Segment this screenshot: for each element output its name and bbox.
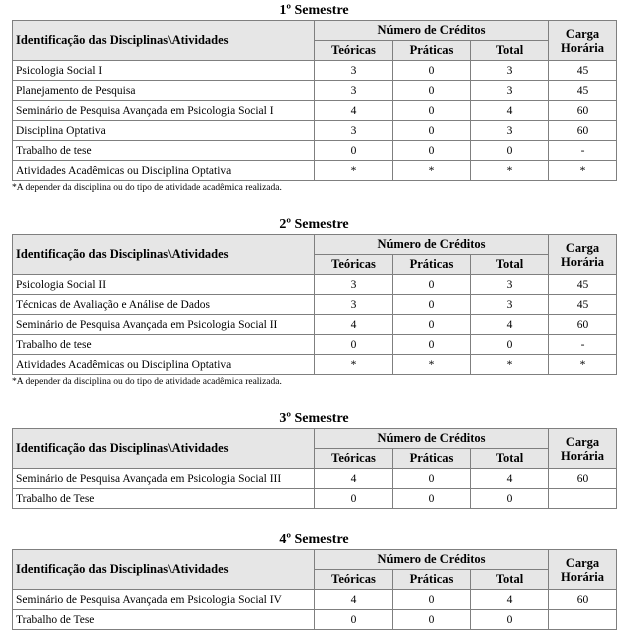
theoretical-header: Teóricas bbox=[315, 41, 393, 61]
semester-title: 3º Semestre bbox=[279, 411, 349, 426]
practical-cell: 0 bbox=[393, 489, 471, 509]
semester-block bbox=[12, 216, 616, 389]
theoretical-header: Teóricas bbox=[315, 255, 393, 275]
carga-cell bbox=[549, 610, 617, 630]
practical-cell: 0 bbox=[393, 295, 471, 315]
theoretical-cell: 0 bbox=[315, 141, 393, 161]
credits-table bbox=[12, 234, 617, 375]
discipline-cell: Atividades Acadêmicas ou Disciplina Optativa bbox=[13, 355, 315, 375]
practical-header: Práticas bbox=[393, 570, 471, 590]
practical-cell: 0 bbox=[393, 101, 471, 121]
table-row bbox=[13, 489, 617, 509]
total-cell: 0 bbox=[471, 489, 549, 509]
horaria-label: Horária bbox=[560, 254, 605, 269]
table-row bbox=[13, 61, 617, 81]
table-row bbox=[13, 315, 617, 335]
practical-cell: 0 bbox=[393, 81, 471, 101]
semester-title: 1º Semestre bbox=[279, 3, 349, 18]
table-row bbox=[13, 355, 617, 375]
table-row bbox=[13, 141, 617, 161]
total-cell: 4 bbox=[471, 590, 549, 610]
table-row bbox=[13, 335, 617, 355]
footnote: *A depender da disciplina ou do tipo de atividade acadêmica realizada. bbox=[12, 183, 282, 193]
practical-cell: 0 bbox=[393, 61, 471, 81]
discipline-header: Identificação das Disciplinas\Atividades bbox=[13, 429, 315, 469]
credits-table bbox=[12, 20, 617, 181]
theoretical-header: Teóricas bbox=[315, 449, 393, 469]
discipline-cell: Seminário de Pesquisa Avançada em Psicologia Social III bbox=[13, 469, 315, 489]
carga-label: Carga bbox=[565, 240, 600, 255]
practical-cell: 0 bbox=[393, 590, 471, 610]
practical-cell: 0 bbox=[393, 610, 471, 630]
table-row bbox=[13, 590, 617, 610]
table-row bbox=[13, 81, 617, 101]
total-cell: 4 bbox=[471, 469, 549, 489]
semester-block bbox=[12, 410, 616, 509]
table-row bbox=[13, 121, 617, 141]
discipline-cell: Trabalho de tese bbox=[13, 335, 315, 355]
credits-header: Número de Créditos bbox=[315, 235, 549, 255]
theoretical-cell: 4 bbox=[315, 101, 393, 121]
discipline-cell: Trabalho de Tese bbox=[13, 489, 315, 509]
total-cell: 3 bbox=[471, 121, 549, 141]
total-header: Total bbox=[471, 570, 549, 590]
discipline-cell: Seminário de Pesquisa Avançada em Psicologia Social II bbox=[13, 315, 315, 335]
theoretical-cell: * bbox=[315, 355, 393, 375]
carga-label: Carga bbox=[565, 555, 600, 570]
table-row bbox=[13, 161, 617, 181]
horaria-label: Horária bbox=[560, 40, 605, 55]
practical-cell: 0 bbox=[393, 469, 471, 489]
discipline-cell: Psicologia Social I bbox=[13, 61, 315, 81]
carga-horaria-header bbox=[549, 550, 617, 590]
total-cell: * bbox=[471, 355, 549, 375]
credits-table bbox=[12, 428, 617, 509]
total-cell: 3 bbox=[471, 295, 549, 315]
table-row bbox=[13, 101, 617, 121]
theoretical-cell: 3 bbox=[315, 275, 393, 295]
total-cell: 3 bbox=[471, 81, 549, 101]
credits-header: Número de Créditos bbox=[315, 21, 549, 41]
total-header: Total bbox=[471, 449, 549, 469]
carga-cell: - bbox=[549, 141, 617, 161]
theoretical-cell: 4 bbox=[315, 469, 393, 489]
credits-table bbox=[12, 549, 617, 630]
discipline-header: Identificação das Disciplinas\Atividades bbox=[13, 550, 315, 590]
carga-label: Carga bbox=[565, 26, 600, 41]
carga-cell: 60 bbox=[549, 315, 617, 335]
total-cell: 3 bbox=[471, 61, 549, 81]
carga-cell: 45 bbox=[549, 61, 617, 81]
total-cell: 3 bbox=[471, 275, 549, 295]
credits-header: Número de Créditos bbox=[315, 429, 549, 449]
discipline-header: Identificação das Disciplinas\Atividades bbox=[13, 235, 315, 275]
carga-cell bbox=[549, 489, 617, 509]
carga-cell: * bbox=[549, 355, 617, 375]
practical-cell: 0 bbox=[393, 335, 471, 355]
practical-cell: * bbox=[393, 355, 471, 375]
total-cell: 0 bbox=[471, 335, 549, 355]
credits-header: Número de Créditos bbox=[315, 550, 549, 570]
carga-cell: 45 bbox=[549, 81, 617, 101]
carga-cell: 60 bbox=[549, 101, 617, 121]
carga-cell: 60 bbox=[549, 121, 617, 141]
theoretical-header: Teóricas bbox=[315, 570, 393, 590]
footnote: *A depender da disciplina ou do tipo de atividade acadêmica realizada. bbox=[12, 377, 282, 387]
total-cell: * bbox=[471, 161, 549, 181]
theoretical-cell: 3 bbox=[315, 81, 393, 101]
theoretical-cell: 3 bbox=[315, 61, 393, 81]
table-row bbox=[13, 610, 617, 630]
carga-cell: 60 bbox=[549, 590, 617, 610]
total-cell: 4 bbox=[471, 315, 549, 335]
practical-cell: 0 bbox=[393, 275, 471, 295]
total-header: Total bbox=[471, 41, 549, 61]
total-cell: 4 bbox=[471, 101, 549, 121]
carga-label: Carga bbox=[565, 434, 600, 449]
theoretical-cell: * bbox=[315, 161, 393, 181]
discipline-cell: Atividades Acadêmicas ou Disciplina Optativa bbox=[13, 161, 315, 181]
carga-cell: 45 bbox=[549, 275, 617, 295]
table-row bbox=[13, 295, 617, 315]
horaria-label: Horária bbox=[560, 448, 605, 463]
table-row bbox=[13, 275, 617, 295]
carga-horaria-header bbox=[549, 235, 617, 275]
practical-cell: 0 bbox=[393, 141, 471, 161]
discipline-cell: Técnicas de Avaliação e Análise de Dados bbox=[13, 295, 315, 315]
discipline-cell: Psicologia Social II bbox=[13, 275, 315, 295]
table-row bbox=[13, 469, 617, 489]
practical-header: Práticas bbox=[393, 449, 471, 469]
theoretical-cell: 4 bbox=[315, 590, 393, 610]
discipline-cell: Trabalho de Tese bbox=[13, 610, 315, 630]
discipline-cell: Seminário de Pesquisa Avançada em Psicologia Social I bbox=[13, 101, 315, 121]
practical-cell: 0 bbox=[393, 121, 471, 141]
horaria-label: Horária bbox=[560, 569, 605, 584]
semester-block bbox=[12, 2, 616, 195]
carga-cell: * bbox=[549, 161, 617, 181]
theoretical-cell: 3 bbox=[315, 121, 393, 141]
theoretical-cell: 0 bbox=[315, 489, 393, 509]
total-cell: 0 bbox=[471, 610, 549, 630]
discipline-cell: Trabalho de tese bbox=[13, 141, 315, 161]
practical-header: Práticas bbox=[393, 41, 471, 61]
discipline-cell: Disciplina Optativa bbox=[13, 121, 315, 141]
discipline-cell: Planejamento de Pesquisa bbox=[13, 81, 315, 101]
theoretical-cell: 0 bbox=[315, 335, 393, 355]
semester-title: 4º Semestre bbox=[279, 532, 349, 547]
carga-cell: 45 bbox=[549, 295, 617, 315]
carga-horaria-header bbox=[549, 21, 617, 61]
theoretical-cell: 0 bbox=[315, 610, 393, 630]
carga-cell: - bbox=[549, 335, 617, 355]
total-header: Total bbox=[471, 255, 549, 275]
semester-title: 2º Semestre bbox=[279, 217, 349, 232]
carga-horaria-header bbox=[549, 429, 617, 469]
semester-block bbox=[12, 531, 616, 630]
theoretical-cell: 3 bbox=[315, 295, 393, 315]
practical-cell: 0 bbox=[393, 315, 471, 335]
total-cell: 0 bbox=[471, 141, 549, 161]
practical-cell: * bbox=[393, 161, 471, 181]
discipline-header: Identificação das Disciplinas\Atividades bbox=[13, 21, 315, 61]
carga-cell: 60 bbox=[549, 469, 617, 489]
theoretical-cell: 4 bbox=[315, 315, 393, 335]
practical-header: Práticas bbox=[393, 255, 471, 275]
discipline-cell: Seminário de Pesquisa Avançada em Psicologia Social IV bbox=[13, 590, 315, 610]
